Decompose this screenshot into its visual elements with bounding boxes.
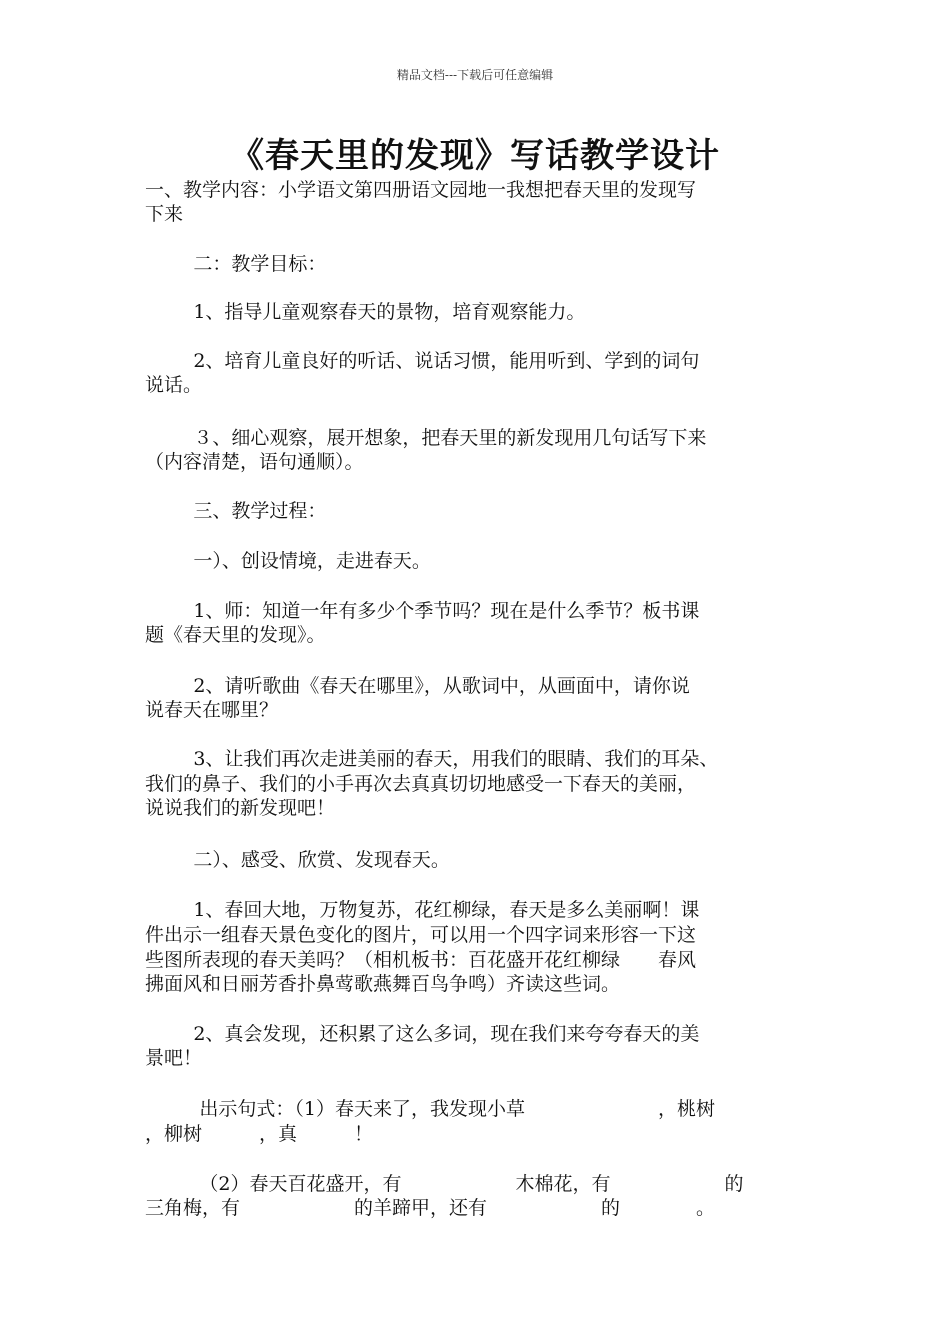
paragraph-line: 二）、感受、欣赏、发现春天。 (145, 849, 450, 871)
paragraph-line: 2、培育儿童良好的听话、说话习惯，能用听到、学到的词句 (145, 350, 700, 372)
paragraph-line: （2）春天百花盛开，有 木棉花，有 的 (145, 1173, 744, 1195)
paragraph-line: 景吧！ (145, 1047, 203, 1069)
paragraph-line: 三、教学过程： (145, 500, 327, 522)
paragraph-line: 三角梅，有 的羊蹄甲，还有 的 。 (145, 1197, 716, 1219)
document-title: 《春天里的发现》写话教学设计 (230, 136, 720, 176)
paragraph-line: 出示句式：（1）春天来了，我发现小草 ，桃树 (145, 1098, 715, 1120)
paragraph-line: 一）、创设情境，走进春天。 (145, 550, 431, 572)
paragraph-line: 说话。 (145, 374, 203, 396)
paragraph-line: 1、师：知道一年有多少个季节吗？现在是什么季节？板书课 (145, 600, 700, 622)
paragraph-line: 3、让我们再次走进美丽的春天，用我们的眼睛、我们的耳朵、 (145, 748, 719, 770)
paragraph-line: 二：教学目标： (145, 253, 327, 275)
paragraph-line: 1、指导儿童观察春天的景物，培育观察能力。 (145, 301, 586, 323)
paragraph-line: 说说我们的新发现吧！ (145, 797, 336, 819)
paragraph-line: 下来 (145, 203, 184, 225)
paragraph-line: （内容清楚，语句通顺）。 (145, 451, 364, 473)
paragraph-line: 件出示一组春天景色变化的图片，可以用一个四字词来形容一下这 (145, 924, 697, 946)
paragraph-line: ，柳树 ，真 ！ (145, 1123, 374, 1145)
paragraph-line: 2、请听歌曲《春天在哪里》，从歌词中，从画面中，请你说 (145, 675, 690, 697)
paragraph-line: 2、真会发现，还积累了这么多词，现在我们来夸夸春天的美 (145, 1023, 700, 1045)
paragraph-line: 些图所表现的春天美吗？（相机板书：百花盛开花红柳绿 春风 (145, 949, 697, 971)
page-header: 精品文档---下载后可任意编辑 (396, 68, 554, 82)
paragraph-line: 1、春回大地，万物复苏，花红柳绿，春天是多么美丽啊！课 (145, 899, 700, 921)
paragraph-line: 拂面风和日丽芳香扑鼻莺歌燕舞百鸟争鸣）齐读这些词。 (145, 973, 621, 995)
paragraph-line: 说春天在哪里？ (145, 699, 279, 721)
paragraph-line: 一、教学内容：小学语文第四册语文园地一我想把春天里的发现写 (145, 179, 697, 201)
paragraph-line: 题《春天里的发现》。 (145, 624, 326, 646)
paragraph-line: 我们的鼻子、我们的小手再次去真真切切地感受一下春天的美丽， (145, 773, 697, 795)
paragraph-line: ３、细心观察，展开想象，把春天里的新发现用几句话写下来 (145, 427, 707, 449)
